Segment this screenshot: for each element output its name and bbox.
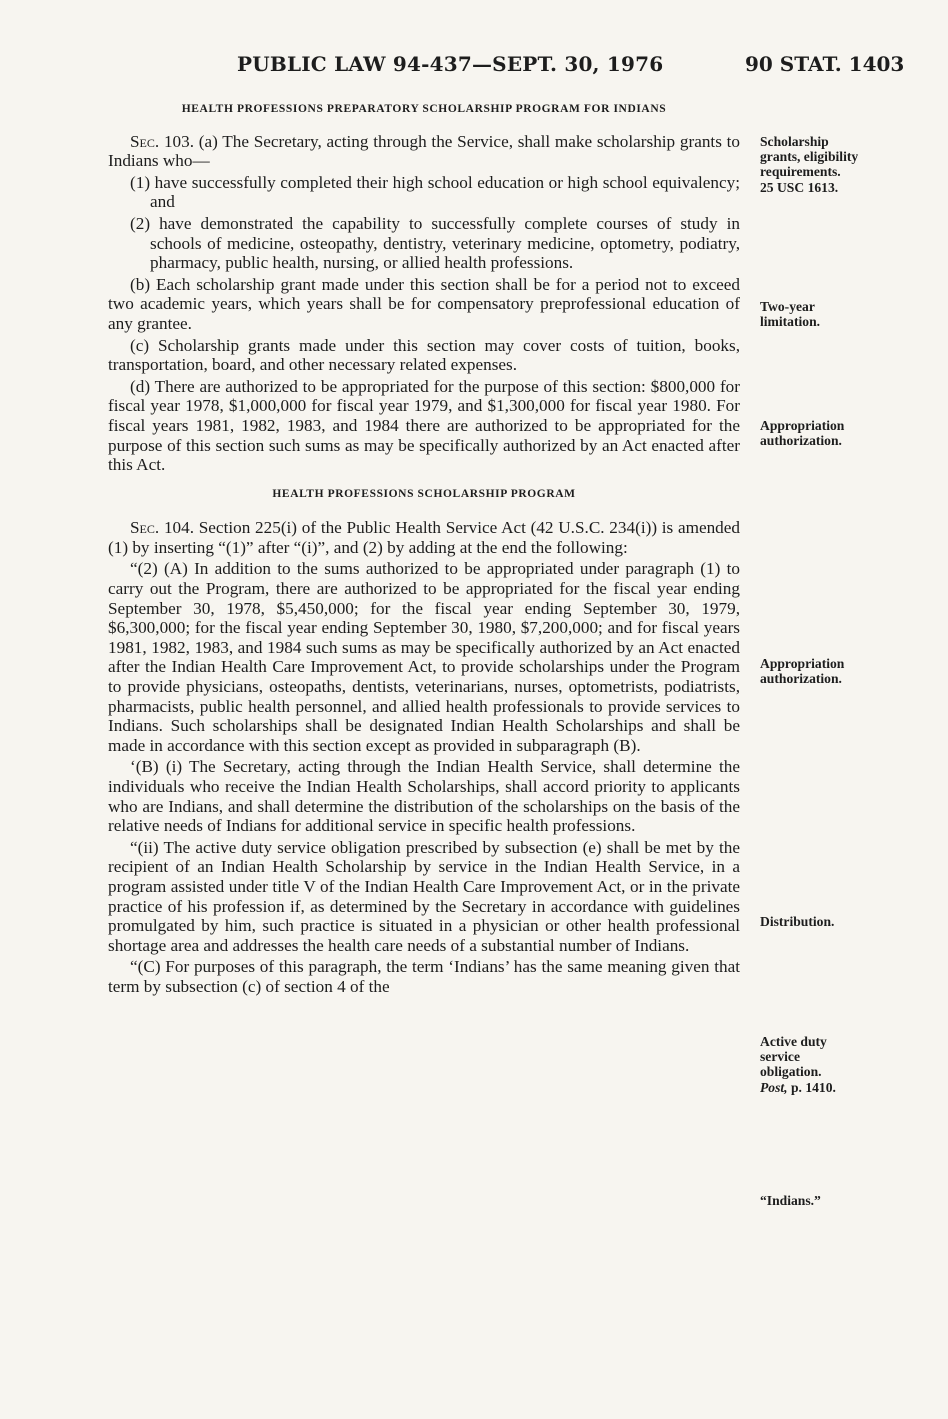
margin-note-scholarship: Scholarship grants, eligibility requirements. 25 USC 1613. xyxy=(760,134,859,195)
section-104-heading: HEALTH PROFESSIONS SCHOLARSHIP PROGRAM xyxy=(272,487,576,500)
margin-note-two-year: Two-year limitation. xyxy=(760,299,821,330)
sec103-a-intro: Sec. 103. (a) The Secretary, acting through the Service, shall make scholarship grants to Indians who— xyxy=(108,131,740,171)
sec103-a-2: (2) have demonstrated the capability to successfully complete courses of study in schools of medicine, osteopathy, dentistry, veterinary medicine, optometry, podiatry, pharmacy, public health, nursing, or allied health professions. xyxy=(130,213,740,273)
margin-note-active-duty: Active duty service obligation. Post, p. 1410. xyxy=(760,1034,836,1095)
sec104-2A: “(2) (A) In addition to the sums authorized to be appropriated under paragraph (1) to carry out the Program, there are authorized to be appropriated for the fiscal year ending September 30, 1978, $5,450,000; for the fiscal year ending September 30, 1979, $6,300,000; for the fiscal year ending September 30, 1980, $7,200,000; and for fiscal years 1981, 1982, 1983, and 1984 such sums as may be specifically authorized by an Act enacted after the Indian Health Care Improvement Act, to provide scholarships under the Program to provide physicians, osteopaths, dentists, veterinarians, nurses, optometrists, podiatrists, pharmacists, public health personnel, and allied health professionals to provide services to Indians. Such scholarships shall be designated Indian Health Scholarships and shall be made in accordance with this section except as provided in subparagraph (B). xyxy=(108,559,740,755)
page-header xyxy=(0,52,948,82)
sec-label: Sec. xyxy=(130,131,160,151)
sec104-Bi: ‘(B) (i) The Secretary, acting through the Indian Health Service, shall determine the individuals who receive the Indian Health Scholarships, shall accord priority to applicants who are Indians, and shall determine the distribution of the scholarships on the basis of the relative needs of Indians for additional service in specific health professions. xyxy=(108,757,740,836)
margin-note-appropriation-2: Appropriation authorization. xyxy=(760,656,845,687)
sec103-d: (d) There are authorized to be appropriated for the purpose of this section: $800,000 for fiscal year 1978, $1,000,000 for fiscal year 1979, and $1,300,000 for fiscal year 1980. For fiscal years 1981, 1982, 1983, and 1984 there are authorized to be appropriated for the purpose of this section such sums as may be specifically authorized by an Act enacted after this Act. xyxy=(108,376,740,475)
margin-note-indians-definition: “Indians.” xyxy=(760,1193,821,1208)
margin-note-appropriation-1: Appropriation authorization. xyxy=(760,418,845,449)
sec103-a-1: (1) have successfully completed their high school education or high school equivalency; and xyxy=(130,172,740,212)
sec103-b: (b) Each scholarship grant made under this section shall be for a period not to exceed two academic years, which years shall be for compensatory preprofessional education of any grantee. xyxy=(108,274,740,333)
sec104-Bii: “(ii) The active duty service obligation prescribed by subsection (e) shall be met by the recipient of an Indian Health Scholarship by service in the Indian Health Service, in a program assisted under title V of the Indian Health Care Improvement Act, or in the private practice of his profession if, as determined by the Secretary in accordance with guidelines promulgated by him, such practice is situated in a physician or other health professional shortage area and addresses the health care needs of a substantial number of Indians. xyxy=(108,837,740,955)
sec103-c: (c) Scholarship grants made under this section may cover costs of tuition, books, transportation, board, and other necessary related expenses. xyxy=(108,335,740,375)
margin-note-distribution: Distribution. xyxy=(760,914,835,929)
sec104-intro: Sec. 104. Section 225(i) of the Public Health Service Act (42 U.S.C. 234(i)) is amended (1) by inserting “(1)” after “(i)”, and (2) by adding at the end the following: xyxy=(108,518,740,557)
sec-label: Sec. xyxy=(130,518,160,538)
main-text xyxy=(108,100,740,999)
statute-page-number: 90 STAT. 1403 xyxy=(745,52,905,76)
sec104-C: “(C) For purposes of this paragraph, the term ‘Indians’ has the same meaning given that term by subsection (c) of section 4 of the xyxy=(108,957,740,996)
running-head-title: PUBLIC LAW 94-437—SEPT. 30, 1976 xyxy=(237,52,664,76)
section-103-heading: HEALTH PROFESSIONS PREPARATORY SCHOLARSHIP PROGRAM FOR INDIANS xyxy=(181,103,667,115)
